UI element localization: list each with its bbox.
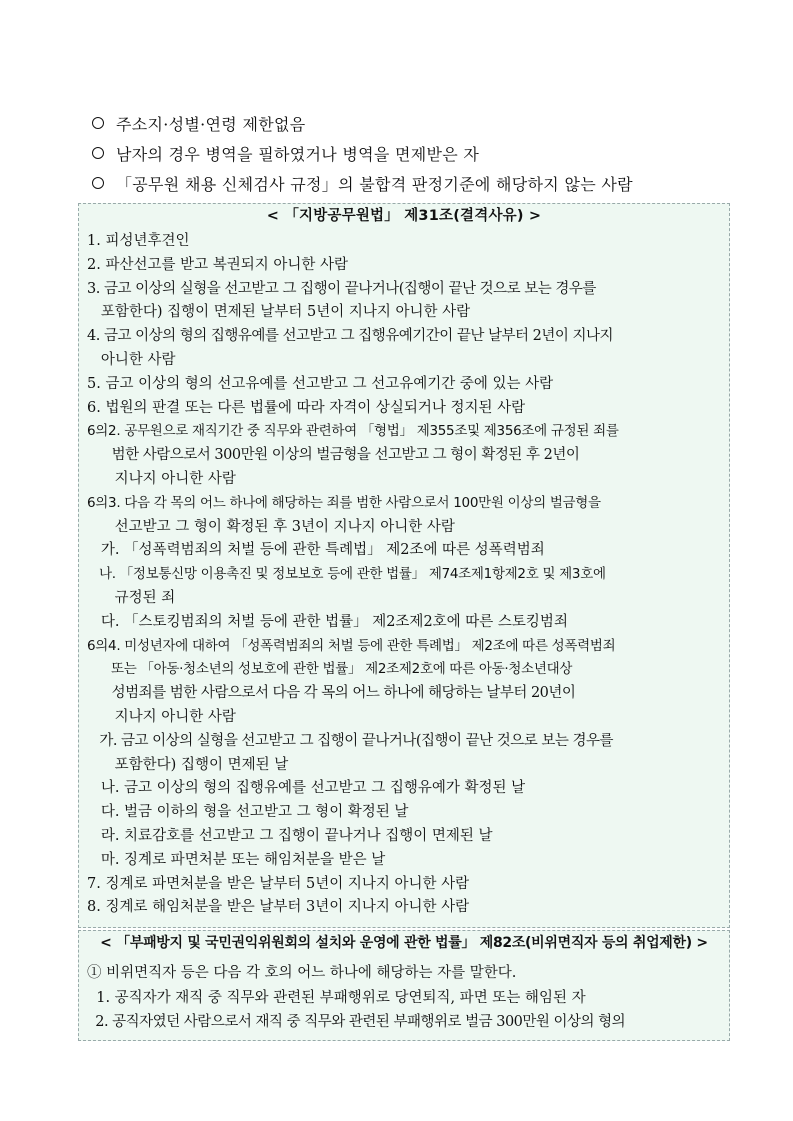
text-line: 1. 공직자가 재직 중 직무와 관련된 부패행위로 당연퇴직, 파면 또는 해임된 자 (87, 989, 586, 1006)
text-line: 또는 「아동·청소년의 성보호에 관한 법률」 제2조제2호에 따른 아동·청소년대상 (87, 661, 573, 678)
text-line: 6의4. 미성년자에 대하여 「성폭력범죄의 처벌 등에 관한 특례법」 제2조에 따른 성폭력범죄 (87, 637, 616, 654)
text-line: 포함한다) 집행이 면제된 날부터 5년이 지나지 아니한 사람 (87, 304, 471, 321)
text-line: 6. 법원의 판결 또는 다른 법률에 따라 자격이 상실되거나 정지된 사람 (87, 399, 526, 416)
text-line: 1. 피성년후견인 (87, 233, 190, 249)
bullet-item (92, 108, 732, 138)
bullet-item (92, 138, 732, 168)
hollow-circle-icon (92, 147, 104, 159)
bullet-text: 주소지·성별·연령 제한없음 (116, 114, 306, 134)
text-line: 3. 금고 이상의 실형을 선고받고 그 집행이 끝나거나(집행이 끝난 것으로 보는 경우를 (87, 280, 596, 297)
text-line: 나. 금고 이상의 형의 집행유예를 선고받고 그 집행유예가 확정된 날 (87, 780, 526, 797)
text-line: 6의3. 다음 각 목의 어느 하나에 해당하는 죄를 범한 사람으로서 100만원 이상의 벌금형을 (87, 494, 601, 511)
text-line: 아니한 사람 (87, 352, 176, 368)
text-line: 선고받고 그 형이 확정된 후 3년이 지나지 아니한 사람 (87, 518, 455, 535)
bullet-text: 남자의 경우 병역을 필하였거나 병역을 면제받은 자 (116, 144, 480, 164)
bullet-text: 「공무원 채용 신체검사 규정」의 불합격 판정기준에 해당하지 않는 사람 (116, 174, 633, 194)
bullet-item (92, 168, 732, 198)
text-line: 6의2. 공무원으로 재직기간 중 직무와 관련하여 「형법」 제355조및 제356조에 규정된 죄를 (87, 423, 619, 440)
text-line: 다. 벌금 이하의 형을 선고받고 그 형이 확정된 날 (87, 804, 409, 821)
text-line: 지나지 아니한 사람 (87, 709, 236, 725)
text-line: ① 비위면직자 등은 다음 각 호의 어느 하나에 해당하는 자를 말한다. (87, 965, 517, 981)
text-line: 4. 금고 이상의 형의 집행유예를 선고받고 그 집행유예기간이 끝난 날부터 2년이 지나지 (87, 328, 613, 345)
text-line: 8. 징계로 해임처분을 받은 날부터 3년이 지나지 아니한 사람 (87, 899, 470, 916)
text-line: 가. 금고 이상의 실형을 선고받고 그 집행이 끝나거나(집행이 끝난 것으로 보는 경우를 (87, 732, 614, 749)
text-line: 5. 금고 이상의 형의 선고유예를 선고받고 그 선고유예기간 중에 있는 사람 (87, 375, 554, 392)
hollow-circle-icon (92, 177, 104, 189)
box-title: < 「부패방지 및 국민권익위원회의 설치와 운영에 관한 법률」 제82조(비위면직자 등의 취업제한) > (100, 935, 708, 951)
box-title: < 「지방공무원법」 제31조(결격사유) > (266, 208, 542, 224)
text-line: 범한 사람으로서 300만원 이상의 벌금형을 선고받고 그 형이 확정된 후 2년이 (87, 447, 580, 464)
text-line: 성범죄를 범한 사람으로서 다음 각 목의 어느 하나에 해당하는 날부터 20년이 (87, 685, 576, 702)
disqualification-reasons-box (78, 203, 730, 928)
text-line: 가. 「성폭력범죄의 처벌 등에 관한 특례법」 제2조에 따른 성폭력범죄 (87, 542, 545, 559)
eligibility-bullet-list (92, 108, 732, 198)
text-line: 라. 치료감호를 선고받고 그 집행이 끝나거나 집행이 면제된 날 (87, 828, 493, 844)
text-line: 2. 공직자였던 사람으로서 재직 중 직무와 관련된 부패행위로 벌금 300만원 이상의 형의 (87, 1014, 626, 1030)
text-line: 규정된 죄 (87, 590, 176, 606)
text-line: 지나지 아니한 사람 (87, 471, 236, 487)
hollow-circle-icon (92, 117, 104, 129)
text-line: 7. 징계로 파면처분을 받은 날부터 5년이 지나지 아니한 사람 (87, 875, 470, 892)
text-line: 마. 징계로 파면처분 또는 해임처분을 받은 날 (87, 851, 386, 868)
text-line: 다. 「스토킹범죄의 처벌 등에 관한 법률」 제2조제2호에 따른 스토킹범죄 (87, 613, 568, 630)
employment-restriction-box (78, 930, 730, 1041)
text-line: 포함한다) 집행이 면제된 날 (87, 756, 289, 773)
text-line: 나. 「정보통신망 이용촉진 및 정보보호 등에 관한 법률」 제74조제1항제2호 및 제3호에 (87, 566, 606, 583)
text-line: 2. 파산선고를 받고 복권되지 아니한 사람 (87, 256, 348, 273)
